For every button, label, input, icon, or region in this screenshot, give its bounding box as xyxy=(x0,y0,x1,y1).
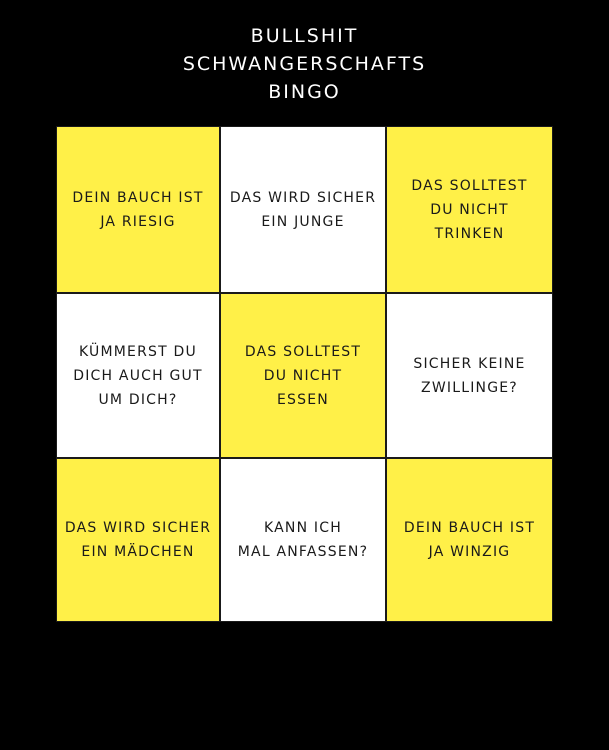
bingo-cell-text: SICHER KEINE ZWILLINGE? xyxy=(413,355,526,396)
bingo-cell-2[interactable] xyxy=(220,126,386,293)
bingo-cell-text: DAS WIRD SICHER EIN MÄDCHEN xyxy=(64,520,212,560)
title-line-1: BULLSHIT xyxy=(250,25,359,47)
bingo-cell-3[interactable] xyxy=(386,126,553,293)
bingo-cell-text: KANN ICH MAL ANFASSEN? xyxy=(237,520,369,560)
title-line-3: BINGO xyxy=(268,81,341,103)
bingo-cell-1[interactable] xyxy=(56,126,220,293)
bingo-cell-8[interactable] xyxy=(220,458,386,622)
bingo-cell-text: KÜMMERST DU DICH AUCH GUT UM DICH? xyxy=(73,343,203,408)
bingo-cell-9[interactable] xyxy=(386,458,553,622)
bingo-cell-7[interactable] xyxy=(56,458,220,622)
bingo-cell-text: DEIN BAUCH IST JA RIESIG xyxy=(72,189,204,230)
page-title xyxy=(0,22,609,106)
bingo-cell-text: DAS WIRD SICHER EIN JUNGE xyxy=(229,189,377,230)
bingo-board xyxy=(56,126,553,622)
bingo-cell-4[interactable] xyxy=(56,293,220,458)
bingo-cell-text: DAS SOLLTEST DU NICHT TRINKEN xyxy=(411,177,528,242)
title-line-2: SCHWANGERSCHAFTS xyxy=(182,53,427,75)
bingo-cell-text: DEIN BAUCH IST JA WINZIG xyxy=(403,520,536,560)
bingo-cell-5[interactable] xyxy=(220,293,386,458)
bingo-cell-6[interactable] xyxy=(386,293,553,458)
bingo-cell-text: DAS SOLLTEST DU NICHT ESSEN xyxy=(244,343,362,408)
